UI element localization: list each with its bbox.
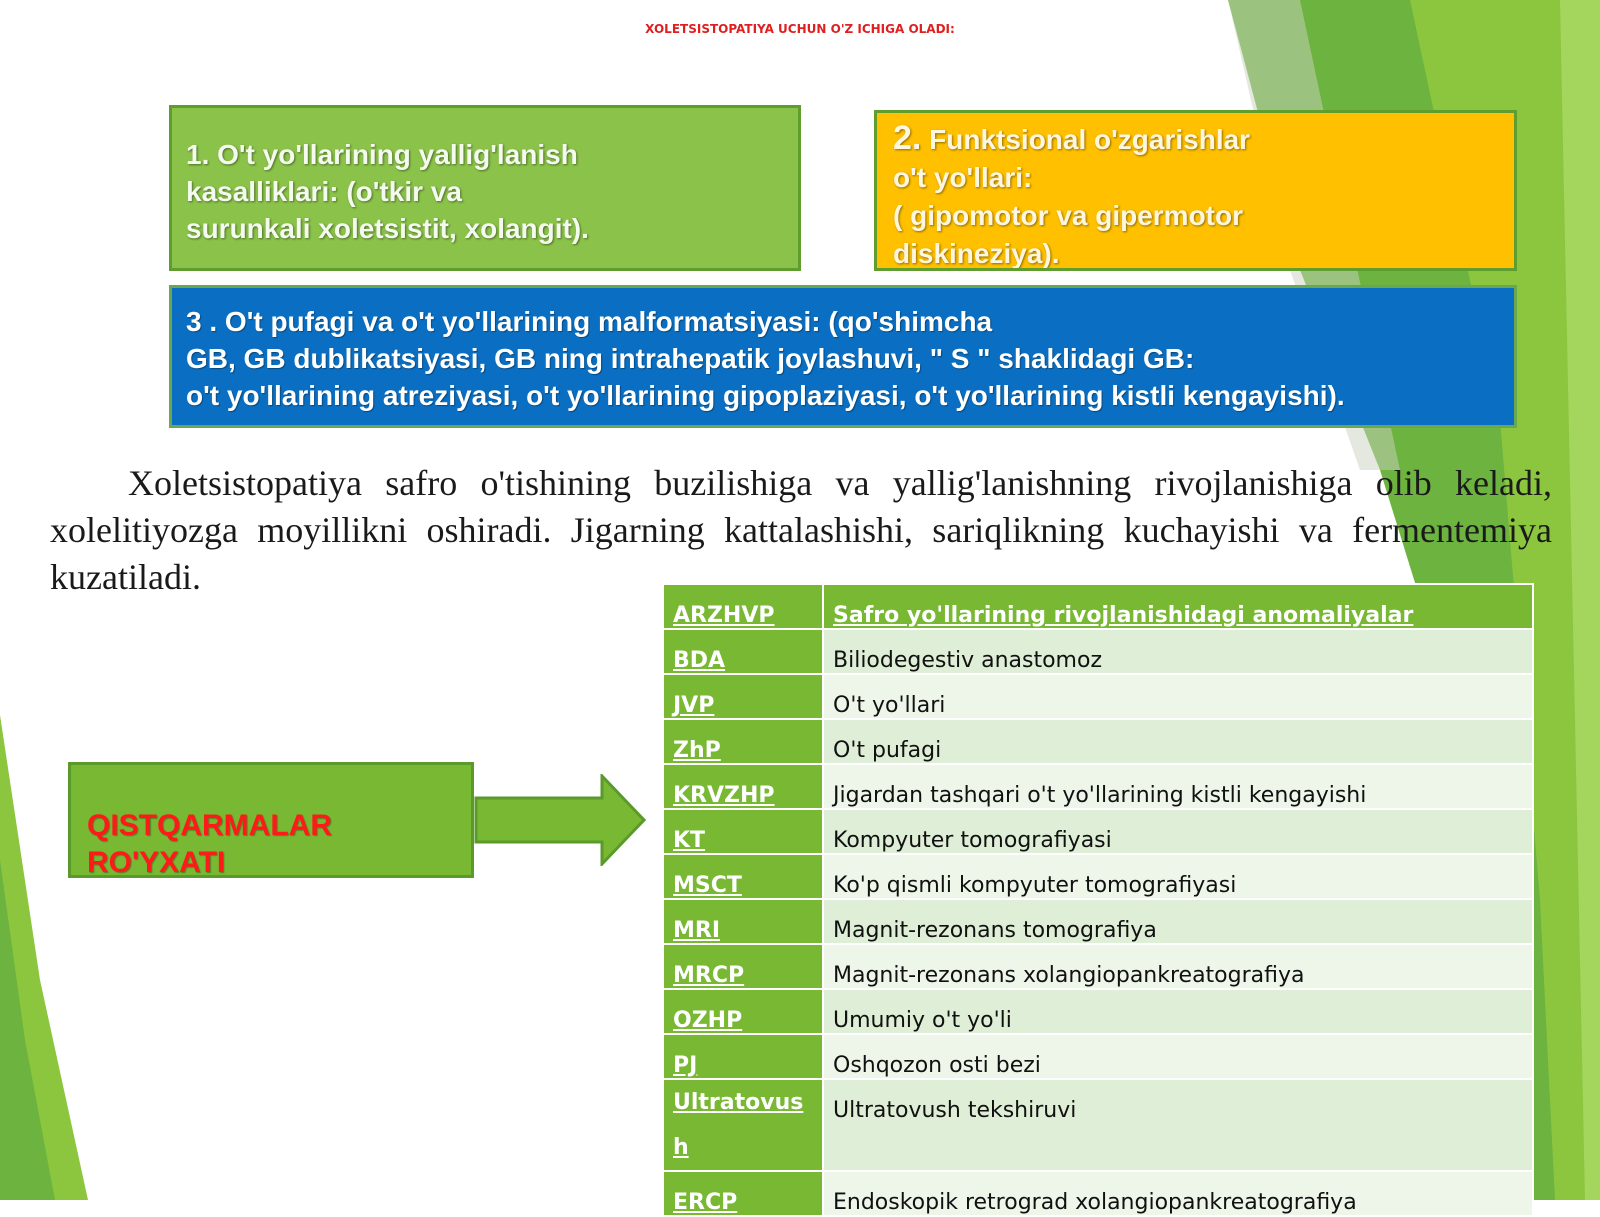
table-row — [663, 1171, 1533, 1216]
abbreviations-label-line: RO'YXATI — [87, 846, 226, 879]
box3-line: o't yo'llarining atreziyasi, o't yo'llarining gipoplaziyasi, o't yo'llarining kistli kengayishi). — [186, 380, 1345, 411]
table-cell-meaning: Ultratovush tekshiruvi — [823, 1079, 1533, 1171]
table-row — [663, 989, 1533, 1034]
table-cell-abbr: ZhP — [663, 719, 823, 764]
table-cell-meaning: Biliodegestiv anastomoz — [823, 629, 1533, 674]
table-cell-abbr: JVP — [663, 674, 823, 719]
box3-line: GB, GB dublikatsiyasi, GB ning intrahepatik joylashuvi, " S " shaklidagi GB: — [186, 343, 1195, 374]
abbreviations-table — [662, 583, 1534, 1217]
table-row — [663, 1079, 1533, 1171]
table-cell-meaning: Ko'p qismli kompyuter tomografiyasi — [823, 854, 1533, 899]
box2-line — [893, 119, 1500, 159]
table-cell-meaning: O't yo'llari — [823, 674, 1533, 719]
box2-line: diskineziya). — [893, 238, 1060, 269]
box2-number: 2. — [893, 119, 922, 157]
table-cell-meaning: Umumiy o't yo'li — [823, 989, 1533, 1034]
table-cell-abbr: PJ — [663, 1034, 823, 1079]
table-cell-abbr: ERCP — [663, 1171, 823, 1216]
paragraph-text: Xoletsistopatiya safro o'tishining buzilishiga va yallig'lanishning rivojlanishiga olib keladi, xolelitiyozga moyillikni oshiradi. Jigarning kattalashishi, sariqlikning kuchayishi va fermentemiya kuzatiladi. — [50, 463, 1552, 597]
table-cell-meaning: O't pufagi — [823, 719, 1533, 764]
category-box-malformation — [169, 285, 1517, 428]
table-row — [663, 1034, 1533, 1079]
table-row — [663, 809, 1533, 854]
box2-line: o't yo'llari: — [893, 162, 1033, 193]
table-row — [663, 854, 1533, 899]
table-cell-meaning: Magnit-rezonans tomografiya — [823, 899, 1533, 944]
table-cell-abbr: BDA — [663, 629, 823, 674]
table-cell-abbr: MRCP — [663, 944, 823, 989]
slide-title: XOLETSISTOPATIYA UCHUN O'Z ICHIGA OLADI: — [645, 22, 955, 36]
box2-line-text: Funktsional o'zgarishlar — [921, 124, 1251, 155]
table-cell-meaning: Jigardan tashqari o't yo'llarining kistli kengayishi — [823, 764, 1533, 809]
category-box-inflammatory — [169, 105, 801, 271]
box2-line: ( gipomotor va gipermotor — [893, 200, 1243, 231]
table-header-meaning: Safro yo'llarining rivojlanishidagi anomaliyalar — [823, 584, 1533, 629]
table-row — [663, 764, 1533, 809]
box1-line: kasalliklari: (o'tkir va — [186, 176, 462, 207]
table-header-abbr: ARZHVP — [663, 584, 823, 629]
table-cell-meaning: Magnit-rezonans xolangiopankreatografiya — [823, 944, 1533, 989]
abbreviations-label-line: QISTQARMALAR — [87, 809, 332, 842]
table-cell-abbr: KT — [663, 809, 823, 854]
abbreviations-label-box — [68, 762, 474, 878]
box1-line: 1. O't yo'llarining yallig'lanish — [186, 139, 578, 170]
table-cell-abbr: KRVZHP — [663, 764, 823, 809]
table-cell-abbr: MRI — [663, 899, 823, 944]
description-paragraph — [50, 460, 1552, 601]
table-row — [663, 719, 1533, 764]
category-box-functional — [874, 110, 1517, 271]
table-row — [663, 944, 1533, 989]
right-arrow-icon — [474, 774, 646, 866]
table-header-row — [663, 584, 1533, 629]
table-cell-meaning: Oshqozon osti bezi — [823, 1034, 1533, 1079]
table-cell-abbr: OZHP — [663, 989, 823, 1034]
table-row — [663, 899, 1533, 944]
table-cell-abbr: MSCT — [663, 854, 823, 899]
table-row — [663, 629, 1533, 674]
box1-line: surunkali xoletsistit, xolangit). — [186, 213, 589, 244]
table-row — [663, 674, 1533, 719]
box3-line: 3 . O't pufagi va o't yo'llarining malformatsiyasi: (qo'shimcha — [186, 306, 993, 337]
table-cell-meaning: Kompyuter tomografiyasi — [823, 809, 1533, 854]
table-cell-meaning: Endoskopik retrograd xolangiopankreatografiya — [823, 1171, 1533, 1216]
table-cell-abbr: Ultratovush — [663, 1079, 823, 1171]
